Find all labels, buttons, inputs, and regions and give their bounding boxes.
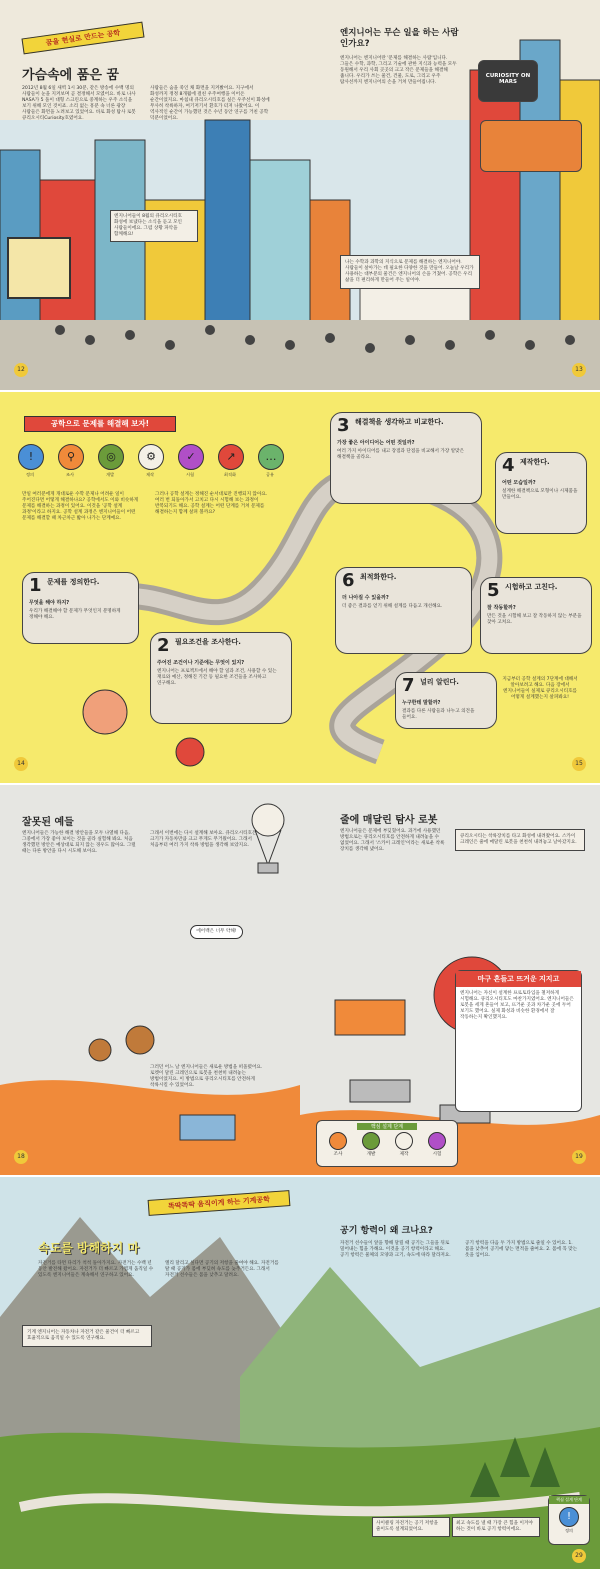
step-question: 더 나아질 수 있을까?	[342, 595, 389, 601]
page-number-left: 14	[14, 757, 28, 771]
step-card	[395, 672, 497, 729]
step-symbol-label: 개발	[105, 472, 115, 477]
step-title: 해결책을 생각하고 비교한다.	[355, 418, 444, 426]
step-symbol-icon: !	[18, 444, 44, 470]
step-title: 문제를 정의한다.	[47, 578, 100, 586]
design-step-label: 시험	[432, 1152, 442, 1157]
sub-ribbon-label: 마구 흔들고 뜨거운 지지고	[456, 971, 581, 987]
design-step-icon	[50, 444, 90, 486]
section-title-right: 공기 항력이 왜 크나요?	[340, 1226, 433, 1236]
step-number: 6	[342, 570, 355, 591]
step-symbol-icon: ◎	[98, 444, 124, 470]
page-number-left: 12	[14, 363, 28, 377]
design-step-icon	[428, 1132, 446, 1150]
design-step-label: 제작	[399, 1152, 409, 1157]
spread-design-process	[0, 392, 600, 783]
section-title-right: 줄에 매달린 탐사 로봇	[340, 815, 438, 826]
page-title: 가슴속에 품은 꿈	[22, 68, 119, 83]
design-step-item	[323, 1132, 353, 1157]
sign-curiosity	[478, 60, 538, 102]
text-left2: 그래서 이번에는 다시 설계해 보아요. 큐리오시티호는 크기가 자동차만큼 크고 무게도 무거웠어요. 그래서 처음부터 여러 가지 착륙 방법을 생각해 보았지요.	[150, 831, 257, 849]
text-left: 엔지니어들은 가능한 해결 방안들을 모두 나열해 다음, 그중에서 가장 좋아 보이는 것을 골라 실험해 봐요. 처음 생각했던 방안은 예상대로 되지 않는 경우도 많아요. 그럴 때는 다른 방안을 다시 시도해 보아요.	[22, 831, 136, 855]
step-symbol-icon: ⚲	[58, 444, 84, 470]
question-text: 엔지니어는 엔지니어란 '문제를 해결하는 사람'입니다. 그들은 수학, 과학, 그리고 기술에 관한 지식과 능력을 모두 동원해서 우리 사회 곳곳의 크고 작은 문제들을 해결해 줍니다. 우리가 쓰는 물건, 건물, 도로, 그리고 우주 탐사선까지 엔지니어의 손을 거쳐 만들어집니다.	[340, 56, 457, 86]
step-symbol-label: 공유	[265, 472, 275, 477]
design-step-icon	[170, 444, 210, 486]
sub-text: 엔지니어는 자신이 설계한 프로토타입을 철저하게 시험해요. 큐리오시티호도 마찬가지였어요. 엔지니어들은 로봇을 세게 흔들어 보고, 뜨거운 곳과 차가운 곳에 두어 보기도 했어요. 실제 화성과 비슷한 환경에서 잘 작동하는지 확인했지요.	[460, 991, 574, 1021]
step-number: 5	[487, 580, 500, 601]
design-step-title: 핵심 설계 단계	[549, 1496, 589, 1504]
step-question: 주어진 조건이나 기준에는 무엇이 있지?	[157, 660, 245, 666]
step-text: 우리가 해결해야 할 문제가 무엇인지 분명하게 정해야 해요.	[29, 609, 121, 621]
design-steps-panel	[316, 1120, 458, 1167]
spread-curiosity	[0, 0, 600, 390]
step-title: 필요조건을 조사한다.	[175, 638, 241, 646]
design-step-icon	[210, 444, 250, 486]
define-icon: !	[559, 1507, 579, 1527]
step-question: 잘 작동할까?	[487, 605, 516, 611]
step-text: 여러 가지 아이디어를 내고 장점과 단점을 비교해서 가장 알맞은 해결책을 골라요.	[337, 449, 465, 461]
step-number: 3	[337, 415, 350, 436]
design-icon-row	[10, 444, 300, 486]
step-number: 7	[402, 675, 415, 696]
design-step-icon	[395, 1132, 413, 1150]
page-number-right: 13	[572, 363, 586, 377]
text-left: 자전거를 타면 다리가 척척 돌아가지요. 자전거는 수백 년 동안 발전해 왔어요. 자전거가 더 빠르고 가볍게 움직일 수 있도록 엔지니어들은 계속해서 연구하고 있어요.	[38, 1261, 154, 1279]
text-right: 자전거 선수들이 앞을 향해 달릴 때 공기는 그들을 뒤로 밀어내는 힘을 가해요. 이것을 공기 항력이라고 해요. 공기 항력은 물체의 모양과 크기, 속도에 따라 달라져요.	[340, 1241, 451, 1259]
step-number: 1	[29, 575, 42, 596]
design-step-icon	[130, 444, 170, 486]
spread-landing	[0, 785, 600, 1175]
text-mid: 엘리 달리고 싶다면 공기의 저항을 줄여야 해요. 자전거를 탈 때 공기가 몸에 부딪혀 속도를 늦추거든요. 그래서 자전거 선수들은 몸을 낮추고 달려요.	[165, 1261, 279, 1279]
step-title: 시험하고 고친다.	[505, 583, 558, 591]
design-step-panel	[548, 1495, 590, 1545]
mountain-illustration	[0, 1177, 600, 1569]
design-steps-title: 핵심 설계 단계	[357, 1123, 417, 1130]
step-text: 만든 것을 시험해 보고 잘 작동하지 않는 부분을 찾아 고쳐요.	[487, 614, 582, 626]
step-symbol-icon: ⚙	[138, 444, 164, 470]
step-symbol-label: 조사	[65, 472, 75, 477]
box-bottom-1: 사이클링 자전거는 공기 저항을 줄이도록 설계되었어요.	[372, 1517, 450, 1537]
step-card	[495, 452, 587, 534]
design-steps-row	[317, 1132, 457, 1162]
page-number-right: 29	[572, 1549, 586, 1563]
step-symbol-icon: ✓	[178, 444, 204, 470]
step-card	[335, 567, 472, 654]
step-text: 설계한 해결책으로 모형이나 시제품을 만들어요.	[502, 489, 578, 501]
design-step-icon	[250, 444, 290, 486]
box-bottom-2: 최고 속도를 낼 때 가장 큰 힘을 이겨야 하는 것이 바로 공기 항력이에요.	[452, 1517, 540, 1537]
section-ribbon: 똑딱똑딱 움직이게 하는 기계공학	[148, 1190, 291, 1216]
mars-screen	[480, 120, 582, 172]
intro-mid: 사람들은 숨을 죽인 채 화면을 지켜봤어요. 지구에서 화성까지 정정 8개월에 걸친 우주여행을 이어온 순간이었지요. 마침내 큐리오시티호를 실은 우주선이 화성에 무사히 착륙하자, 여기저기서 환호가 터져 나왔어요. 이 역사적인 순간이 가능했던 것은 수년 동안 연구를 거친 공학 덕분이었어요.	[150, 86, 270, 122]
step-card	[150, 632, 292, 724]
intro-right: 그러나 공학 설계는 정해진 순서대로만 진행되지 않아요. 여러 번 되돌아가서 고치고 다시 시험해 보는 과정이 반복되기도 해요. 공학 설계는 어떤 단계를 거쳐 문제를 해결하는지 함께 살펴 볼까요?	[155, 492, 268, 516]
page-number-left: 18	[14, 1150, 28, 1164]
side-note: 엔지니어들이 8월의 큐리오시티호 화성에 보냈다는 소식을 듣고 모인 사람들이에요. 그럼 상황 파악을 함께해요!	[110, 210, 198, 242]
design-step-icon	[329, 1132, 347, 1150]
section-ribbon: 꿈을 현실로 만드는 공학	[21, 22, 144, 55]
step-text: 엔지니어는 프로젝트에서 해야 할 일과 조건, 사용할 수 있는 재료와 예산, 정해진 기간 등 필요한 조건들을 조사하고 연구해요.	[157, 669, 277, 687]
design-step-icon	[90, 444, 130, 486]
box-right: 큐리오시티는 착륙장치를 타고 화성에 내려왔어요. 스카이 크레인은 줄에 매달린 로봇을 천천히 내려놓고 날아갔지요.	[455, 829, 585, 851]
text-right: 엔지니어들은 문제에 부딪혔어요. 과거에 사용했던 방법으로는 큐리오시티호를 안전하게 내려놓을 수 없었어요. 그래서 '스카이 크레인'이라는 새로운 착륙 장치를 생각해 냈어요.	[340, 829, 445, 853]
page-title: 속도를 방해하지 마	[38, 1241, 140, 1255]
sign-text: CURIOSITY ON MARS	[485, 73, 531, 85]
step-title: 제작한다.	[520, 458, 550, 466]
design-step-item	[389, 1132, 419, 1157]
step-number: 4	[502, 455, 515, 476]
step-card	[330, 412, 482, 504]
step-title: 최적화한다.	[360, 573, 397, 581]
spread-mechanical	[0, 1177, 600, 1569]
step-card	[22, 572, 139, 644]
info-box: 나는 수학과 과학의 지식으로 문제를 해결하는 엔지니어야. 사람들이 살아가는 데 필요한 다양한 것을 만들어. 오늘날 우리가 사용하는 대부분의 물건은 엔지니어의 손을 거쳤어. 공학은 우리 삶을 더 편리하게 만들어 주는 일이야.	[340, 255, 480, 289]
design-step-label: 조사	[333, 1152, 343, 1157]
step-question: 어떤 모습일까?	[502, 480, 536, 486]
step-symbol-label: 제작	[145, 472, 155, 477]
design-step-item	[422, 1132, 452, 1157]
step-question: 누구한테 말할까?	[402, 700, 441, 706]
section-ribbon: 공학으로 문제를 해결해 보자!	[24, 416, 176, 432]
design-step-icon	[362, 1132, 380, 1150]
step-symbol-icon: …	[258, 444, 284, 470]
step-number: 2	[157, 635, 170, 656]
design-step-label: 정의	[565, 1528, 573, 1533]
step-question: 무엇을 해야 하지?	[29, 600, 70, 606]
step-card	[480, 577, 592, 654]
closing-note: 지금부터 공학 설계의 7단계에 대해서 알아보려고 해요. 다음 장에서 엔지니어들이 실제로 큐리오시티호를 어떻게 설계했는지 살펴봐요!	[502, 677, 578, 701]
text-mid: 그러던 어느 날 엔지니어들은 새로운 방법을 떠올렸어요. 로켓이 달린 크레인으로 로봇을 천천히 내려놓는 방법이었지요. 이 방법으로 큐리오시티호를 안전하게 착륙시킬 수 있었어요.	[150, 1065, 263, 1089]
intro-left: 만일 여러분에게 개대로운 수학 문제나 어려운 일이 주어진다면 어떻게 해결하나요? 공학에서도 이와 비슷하게 문제를 해결하는 과정이 있어요. 이것을 '공학 설계 과정'이라고 하지요. 공학 설계 과정은 엔지니어들이 어떤 문제를 해결할 때 차근차근 밟아 나가는 단계예요.	[22, 492, 139, 522]
step-question: 가장 좋은 아이디어는 어떤 것일까?	[337, 440, 415, 446]
step-text: 결과를 다른 사람들과 나누고 의견을 들어요.	[402, 709, 475, 721]
step-symbol-label: 최적화	[223, 472, 237, 477]
design-step-label: 개발	[366, 1152, 376, 1157]
box-left: 기계 엔지니어는 자동차나 자전거 같은 물건이 더 빠르고 효율적으로 움직일 수 있도록 연구해요.	[22, 1325, 152, 1347]
intro-left: 2012년 8월 6일 새벽 1시 30분, 같은 방송에 수백 명의 사람들이 눈을 지켜보며 곧 결정해서 모였어요. 바로 나사 NASA가 5 돌이 대형 스크린으로 중계하는 우주 소식을 보기 위해 모인 것이죠. 소리 없는 흥분 속 너른 광장 사람들은 화면을 노려보고 있었어요. 바로 화성 탐사 로봇 큐리오시티Curiosity호였어요.	[22, 86, 136, 122]
question-title: 엔지니어는 무슨 일을 하는 사람인가요?	[340, 28, 459, 49]
text-far: 공기 항력을 다음 두 가지 방법으로 줄일 수 있어요. 1. 몸을 낮추어 공기에 닿는 면적을 줄여요. 2. 몸에 꼭 맞는 옷을 입어요.	[465, 1241, 578, 1259]
step-symbol-icon: ↗	[218, 444, 244, 470]
design-step-icon	[10, 444, 50, 486]
step-title: 널리 알린다.	[420, 678, 459, 686]
step-symbol-label: 시험	[185, 472, 195, 477]
page-number-right: 15	[572, 757, 586, 771]
sub-section	[455, 970, 582, 1112]
city-illustration	[0, 0, 600, 390]
design-step-item	[356, 1132, 386, 1157]
section-title-left: 잘못된 예들	[22, 817, 74, 828]
page-number-right: 19	[572, 1150, 586, 1164]
step-text: 더 좋은 결과를 얻기 위해 설계를 다듬고 개선해요.	[342, 604, 443, 609]
speech-bubble: 에어백은 너무 약해!	[190, 925, 243, 939]
step-symbol-label: 정의	[25, 472, 35, 477]
